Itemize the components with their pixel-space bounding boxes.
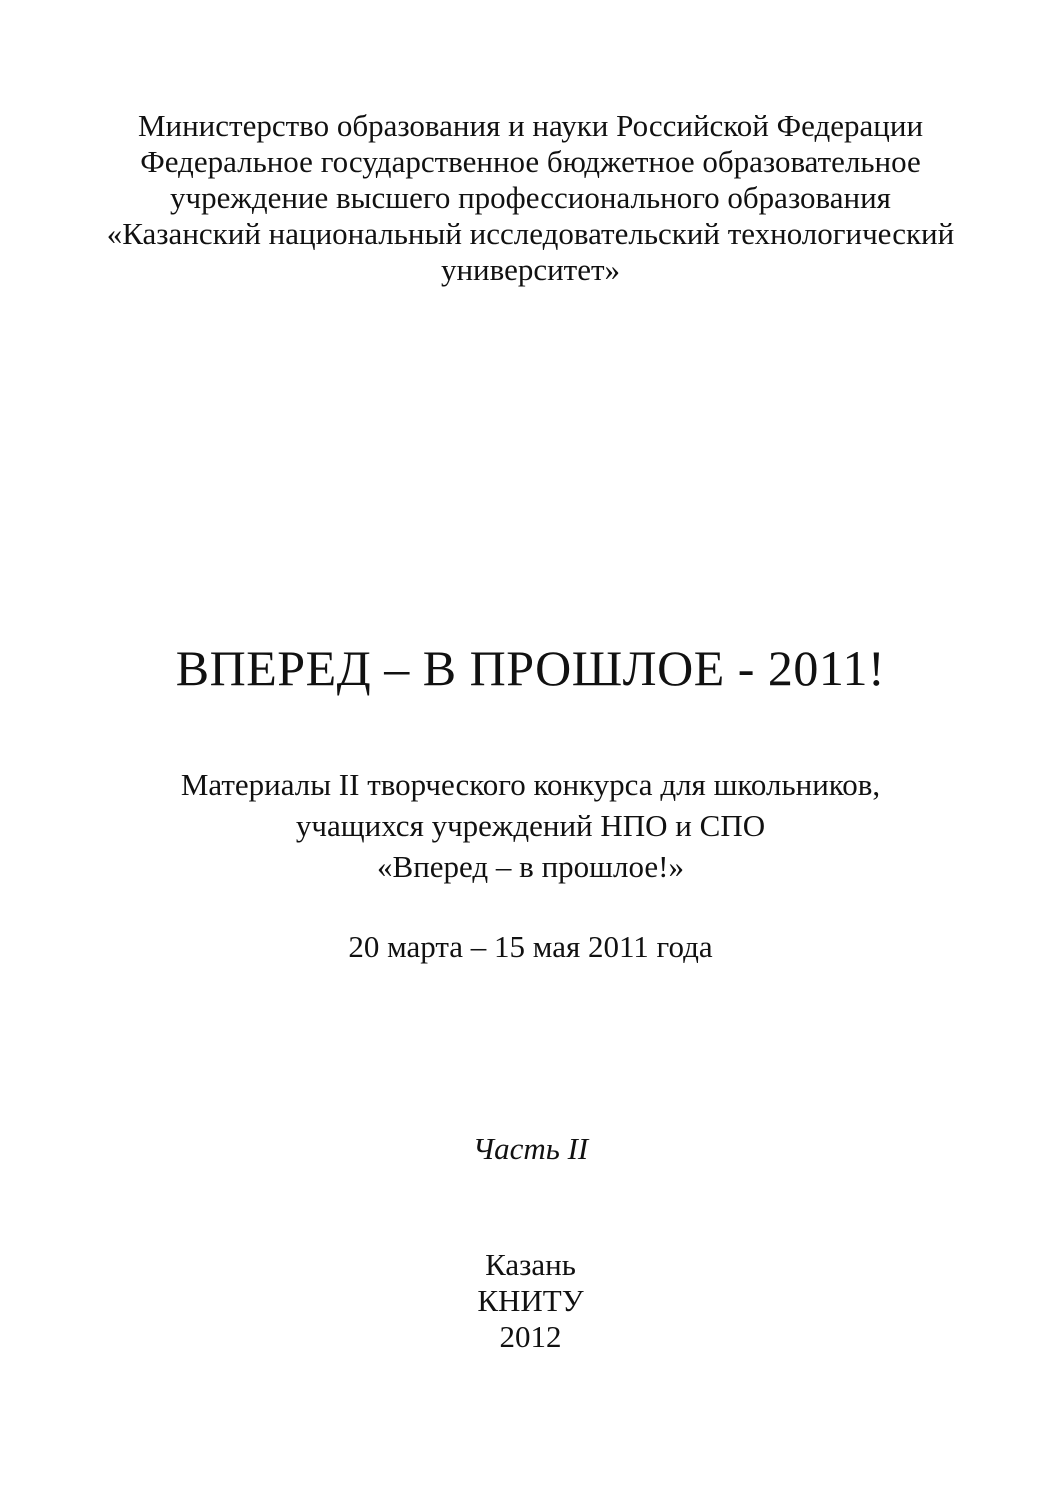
header-line-university-name: «Казанский национальный исследовательский технологический [106, 216, 955, 251]
book-title: ВПЕРЕД – В ПРОШЛОЕ - 2011! [175, 640, 886, 696]
imprint-publisher: КНИТУ [477, 1283, 584, 1318]
contest-dates: 20 марта – 15 мая 2011 года [348, 929, 713, 964]
imprint-city: Казань [485, 1247, 576, 1282]
subtitle-line-materials: Материалы II творческого конкурса для школьников, [180, 767, 881, 802]
subtitle-line-participants: учащихся учреждений НПО и СПО [295, 808, 766, 843]
imprint-year: 2012 [499, 1319, 562, 1354]
header-line-institution-type: учреждение высшего профессионального образования [170, 180, 891, 215]
header-line-university-end: университет» [440, 252, 621, 287]
part-label: Часть II [472, 1131, 589, 1166]
subtitle-line-contest-name: «Вперед – в прошлое!» [377, 849, 684, 884]
header-line-federal: Федеральное государственное бюджетное образовательное [140, 144, 921, 179]
header-line-ministry: Министерство образования и науки Российской Федерации [137, 108, 924, 143]
